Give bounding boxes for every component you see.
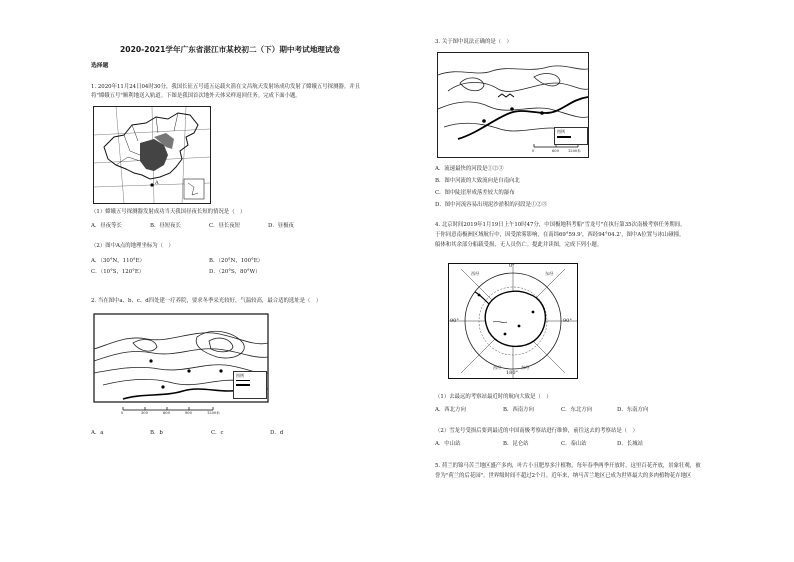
china-map-figure xyxy=(93,106,211,204)
q4-sub1-option-b[interactable]: B．西南方向 xyxy=(503,407,534,413)
china-map-svg xyxy=(94,107,210,203)
q1-sub2-option-a[interactable]: A．（30°N，110°E） xyxy=(91,258,145,264)
q1-sub2-option-c[interactable]: C．（10°S，120°E） xyxy=(91,269,145,275)
q1-sub1-option-c[interactable]: C．昼长夜短 xyxy=(209,223,241,229)
q2-scale-1200: 1200米 xyxy=(207,411,220,415)
map-label-top: 0° xyxy=(509,263,515,269)
q1-sub1-option-b[interactable]: B．昼短夜长 xyxy=(150,223,181,229)
q1-sub1-question: （1）嫦娥五号探测器发射成功当天我国昼夜长短的情况是（ ） xyxy=(91,209,246,215)
q3-legend xyxy=(554,127,588,145)
site-marker-c xyxy=(219,369,222,372)
site-marker-a xyxy=(149,359,152,362)
q4-sub2-option-d[interactable]: D．长城站 xyxy=(617,441,643,447)
q4-sub2-option-c[interactable]: C．泰山站 xyxy=(561,441,587,447)
q5-stem-line1: 5. 荷兰的锦马苦兰地区盛产多肉，叶片小且肥厚多汁植物，每年春季两季开放时，这里百花齐放，景象壮观，被 xyxy=(435,463,701,469)
q1-sub1-option-a[interactable]: A．昼夜等长 xyxy=(91,223,122,229)
q2-contour-map xyxy=(93,313,269,417)
q3-option-b[interactable]: B．图中河流的大致流向是自南向北 xyxy=(435,178,520,184)
map-label-right: 90° xyxy=(563,318,572,324)
q3-contour-map xyxy=(437,52,589,158)
q1-sub1-option-d[interactable]: D．昼极夜 xyxy=(268,223,294,229)
q1-stem-line2: 将"嫦娥五号"顺利地送入轨道。下图是我国首次地外天体采样返回任务。完成下面小题。 xyxy=(91,93,301,99)
q4-sub1-question: （1）去最远的考察站最近时的航向大致是（ ） xyxy=(435,394,552,400)
page-title: 2020-2021学年广东省湛江市某校初二（下）期中考试地理试卷 xyxy=(120,45,341,54)
map-label-east: 东经 xyxy=(545,271,554,276)
q2-option-a[interactable]: A．a xyxy=(91,430,104,436)
q3-scale-1200: 1200米 xyxy=(568,149,581,153)
map-label-bottom-west: 西经 xyxy=(493,365,502,370)
q2-option-d[interactable]: D．d xyxy=(270,430,284,436)
q2-contour-svg xyxy=(93,313,269,417)
q2-option-c[interactable]: C．c xyxy=(211,430,224,436)
point-a-label: A xyxy=(155,180,159,186)
q2-stem: 2. 当在图中a、b、c、d四处建一疗养院，要求冬季采光较好，气温较高，最合适的选址是（ ） xyxy=(91,298,322,304)
q3-scale-0: 0 xyxy=(532,149,535,153)
q2-scale-300: 300 xyxy=(141,411,148,415)
q3-stem: 3. 关于图中说法正确的是（ ） xyxy=(435,39,512,45)
map-label-west: 西经 xyxy=(471,271,480,276)
q2-legend-title: 图例 xyxy=(236,373,244,378)
q2-scale-600: 600 xyxy=(163,411,170,415)
q4-stem-line1: 4. 北京时间2019年1月19日上午10时47分，中国极地科考船"雪龙号"在执行第35次南极考察任务期间， xyxy=(435,222,686,228)
q4-sub1-option-a[interactable]: A．西北方向 xyxy=(435,407,466,413)
section-heading: 选择题 xyxy=(91,63,109,69)
q3-scale-600: 600 xyxy=(552,149,559,153)
q4-sub2-option-b[interactable]: B．昆仑站 xyxy=(503,441,529,447)
q3-option-c[interactable]: C．图中陡崖形成落差较大的瀑布 xyxy=(435,190,515,196)
q2-option-b[interactable]: B．b xyxy=(150,430,163,436)
q1-stem-line1: 1. 2020年11月24日04时30分，我国长征五号遥五运载火箭在文昌航天发射场成功发射了嫦娥五号探测器。并且 xyxy=(91,84,361,90)
q3-option-d[interactable]: D．图中河流容易出现泥沙淤积的河段是①②③ xyxy=(435,202,548,208)
q1-sub2-option-d[interactable]: D．（20°S，80°W） xyxy=(209,269,261,275)
q2-scale-900: 900 xyxy=(185,411,192,415)
site-marker-b xyxy=(187,369,190,372)
q4-sub2-question: （2）雪龙号受损后要到最近的中国南极考察站进行维修，前往这去的考察站是（ ） xyxy=(435,428,638,434)
q3-option-a[interactable]: A．流速最快的河段是①②③ xyxy=(435,166,504,172)
q5-stem-line2: 誉为"荷兰的后花园"。世界级时间不超过2个月。近年来，纳马苦兰地区已成为世界最大的多肉植物花卉地区 xyxy=(435,473,692,479)
q4-stem-line3: 船体和其余部分船载受损，无人员伤亡。提此并读图，完成下列小题。 xyxy=(435,242,603,248)
q2-legend xyxy=(233,371,267,399)
q3-legend-title: 图例 xyxy=(557,129,565,134)
q1-sub2-option-b[interactable]: B．（20°N，100°E） xyxy=(209,258,264,264)
q4-sub1-option-c[interactable]: C．东北方向 xyxy=(561,407,593,413)
map-label-bottom-east: 东经 xyxy=(521,365,530,370)
antarctica-svg xyxy=(449,264,577,378)
map-label-left: 90° xyxy=(450,318,459,324)
q4-sub1-option-d[interactable]: D．东南方向 xyxy=(617,407,649,413)
antarctica-map xyxy=(448,263,578,379)
site-marker-d xyxy=(161,385,164,388)
map-label-bottom: 180° xyxy=(506,370,519,376)
q1-sub2-question: （2）图中A点的地理坐标为（ ） xyxy=(91,243,174,249)
q4-stem-line2: 于你同意南极洲区域航行中，因受浓雾影响，在南纬69°59.9'，西经94°04.2'，图中A位置与冰山碰撞。 xyxy=(435,232,685,238)
q4-sub2-option-a[interactable]: A．中山站 xyxy=(435,441,461,447)
q2-scale-0: 0 xyxy=(121,411,124,415)
